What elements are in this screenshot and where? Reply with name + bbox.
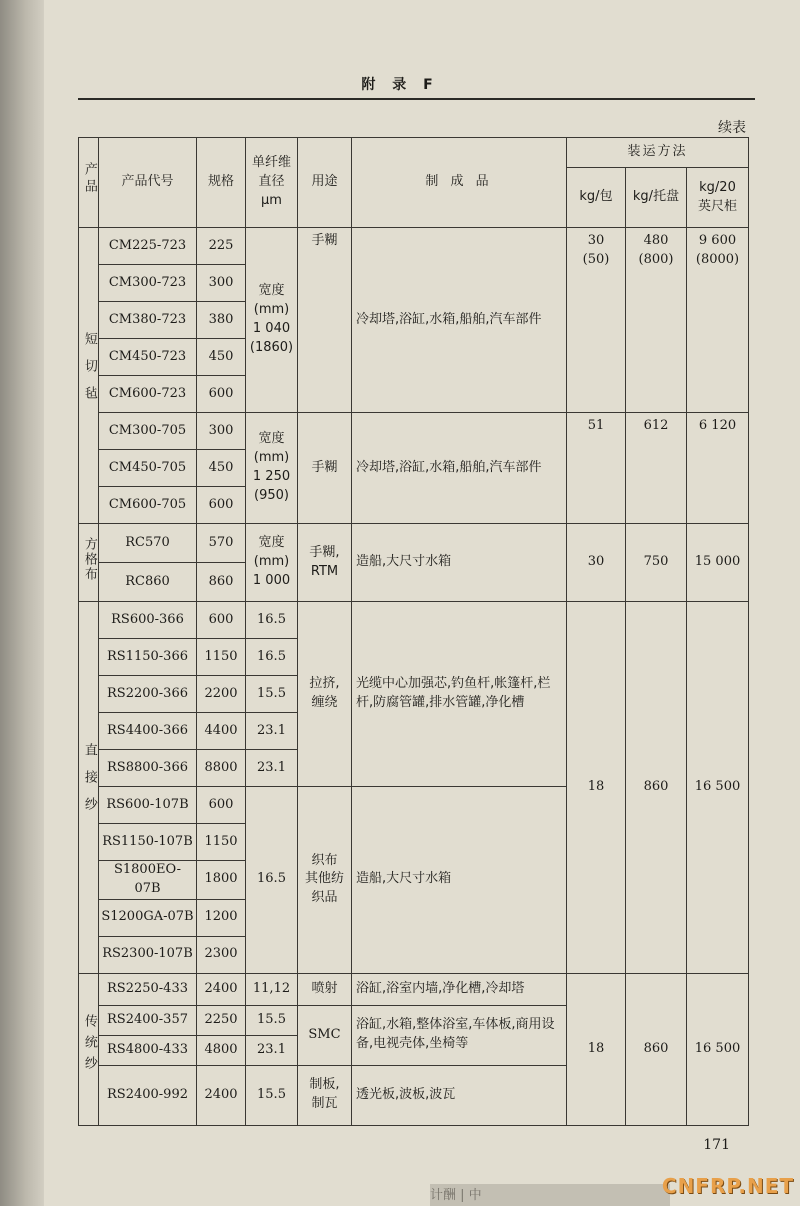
direct-code: RS4400-366: [99, 713, 197, 750]
product-mat-text: 短切毡: [81, 331, 97, 413]
trad-spec: 4800: [197, 1035, 246, 1065]
mat-g2-goods: 冷却塔,浴缸,水箱,船舶,汽车部件: [352, 413, 567, 524]
product-fabric-text: 方格布: [81, 536, 97, 582]
header-per-container: kg/20 英尺柜: [687, 168, 749, 228]
direct-container: 16 500: [687, 602, 749, 974]
mat-g1-container: 9 600 (8000): [687, 228, 749, 413]
product-traditional-text: 传统纱: [81, 1014, 97, 1078]
trad-code: RS2250-433: [99, 973, 197, 1005]
direct-spec: 1800: [197, 861, 246, 900]
direct-code: RS2300-107B: [99, 936, 197, 973]
direct-spec: 1150: [197, 639, 246, 676]
trad-spec: 2250: [197, 1005, 246, 1035]
direct-bag: 18: [567, 602, 626, 974]
trad-spec: 2400: [197, 1065, 246, 1125]
header-product: [79, 138, 99, 228]
direct-fiber: 16.5: [246, 602, 298, 639]
mat-code: CM450-705: [99, 450, 197, 487]
mat-g2-use: 手糊: [298, 413, 352, 524]
product-fabric: [79, 524, 99, 602]
trad-code: RS2400-357: [99, 1005, 197, 1035]
fabric-code: RC570: [99, 524, 197, 563]
page-header-title: 附 录 F: [361, 77, 439, 93]
mat-g2-fiber: 宽度 (mm) 1 250 (950): [246, 413, 298, 524]
mat-code: CM300-723: [99, 265, 197, 302]
trad-fiber: 15.5: [246, 1005, 298, 1035]
fabric-use: 手糊, RTM: [298, 524, 352, 602]
direct-spec: 4400: [197, 713, 246, 750]
fabric-spec: 860: [197, 563, 246, 602]
direct-spec: 1200: [197, 899, 246, 936]
continued-label: 续表: [718, 120, 746, 136]
direct-code: RS8800-366: [99, 750, 197, 787]
fabric-goods: 造船,大尺寸水箱: [352, 524, 567, 602]
trad-goods: 透光板,波板,波瓦: [352, 1065, 567, 1125]
direct-g1-use: 拉挤, 缠绕: [298, 602, 352, 787]
trad-code: RS2400-992: [99, 1065, 197, 1125]
direct-g2-use: 织布 其他纺 织品: [298, 787, 352, 974]
mat-spec: 600: [197, 487, 246, 524]
header-per-pallet: kg/托盘: [626, 168, 687, 228]
mat-spec: 300: [197, 413, 246, 450]
direct-fiber: 23.1: [246, 713, 298, 750]
header-use: 用途: [298, 138, 352, 228]
trad-fiber: 23.1: [246, 1035, 298, 1065]
direct-spec: 2200: [197, 676, 246, 713]
mat-code: CM225-723: [99, 228, 197, 265]
direct-g2-goods: 造船,大尺寸水箱: [352, 787, 567, 974]
trad-use: 制板, 制瓦: [298, 1065, 352, 1125]
product-mat: [79, 228, 99, 524]
direct-code: RS1150-107B: [99, 824, 197, 861]
header-per-bag: kg/包: [567, 168, 626, 228]
direct-fiber: 16.5: [246, 639, 298, 676]
mat-spec: 450: [197, 450, 246, 487]
fabric-bag: 30: [567, 524, 626, 602]
trad-smc-goods: 浴缸,水箱,整体浴室,车体板,商用设备,电视壳体,坐椅等: [352, 1005, 567, 1065]
direct-spec: 2300: [197, 936, 246, 973]
mat-code: CM300-705: [99, 413, 197, 450]
direct-spec: 600: [197, 787, 246, 824]
trad-code: RS4800-433: [99, 1035, 197, 1065]
trad-fiber: 15.5: [246, 1065, 298, 1125]
trad-use: 喷射: [298, 973, 352, 1005]
mat-g1-bag: 30 (50): [567, 228, 626, 413]
mat-g1-fiber: 宽度 (mm) 1 040 (1860): [246, 228, 298, 413]
direct-g1-goods: 光缆中心加强芯,钓鱼杆,帐篷杆,栏杆,防腐管罐,排水管罐,净化槽: [352, 602, 567, 787]
mat-code: CM450-723: [99, 339, 197, 376]
fabric-code: RC860: [99, 563, 197, 602]
direct-fiber: 23.1: [246, 750, 298, 787]
product-traditional: [79, 973, 99, 1125]
mat-code: CM380-723: [99, 302, 197, 339]
direct-spec: 600: [197, 602, 246, 639]
direct-code: RS2200-366: [99, 676, 197, 713]
header-product-text: 产品: [81, 162, 97, 197]
mat-spec: 380: [197, 302, 246, 339]
mat-spec: 300: [197, 265, 246, 302]
product-table: [78, 137, 749, 1126]
direct-spec: 1150: [197, 824, 246, 861]
product-direct: [79, 602, 99, 974]
mat-code: CM600-723: [99, 376, 197, 413]
direct-code: RS600-107B: [99, 787, 197, 824]
trad-fiber: 11,12: [246, 973, 298, 1005]
fabric-container: 15 000: [687, 524, 749, 602]
adjacent-page-fragment: 计酬 | 中: [430, 1184, 670, 1206]
page-number: 171: [703, 1137, 730, 1153]
header-goods: 制 成 品: [352, 138, 567, 228]
direct-code: S1800EO-07B: [99, 861, 197, 900]
mat-spec: 600: [197, 376, 246, 413]
fabric-spec: 570: [197, 524, 246, 563]
trad-pallet: 860: [626, 973, 687, 1125]
header-spec: 规格: [197, 138, 246, 228]
mat-code: CM600-705: [99, 487, 197, 524]
direct-spec: 8800: [197, 750, 246, 787]
mat-spec: 225: [197, 228, 246, 265]
fabric-fiber: 宽度 (mm) 1 000: [246, 524, 298, 602]
book-spine-shadow: [0, 0, 44, 1206]
mat-g2-bag: 51: [567, 413, 626, 524]
trad-smc-use: SMC: [298, 1005, 352, 1065]
header-rule: [78, 98, 755, 100]
direct-code: S1200GA-07B: [99, 899, 197, 936]
mat-g1-use: 手糊: [298, 228, 352, 413]
direct-g2-fiber: 16.5: [246, 787, 298, 974]
mat-g2-container: 6 120: [687, 413, 749, 524]
trad-container: 16 500: [687, 973, 749, 1125]
mat-spec: 450: [197, 339, 246, 376]
trad-bag: 18: [567, 973, 626, 1125]
direct-fiber: 15.5: [246, 676, 298, 713]
direct-code: RS1150-366: [99, 639, 197, 676]
mat-g1-goods: 冷却塔,浴缸,水箱,船舶,汽车部件: [352, 228, 567, 413]
header-packing: 装运方法: [567, 138, 749, 168]
trad-spec: 2400: [197, 973, 246, 1005]
mat-g2-pallet: 612: [626, 413, 687, 524]
header-fiber-diameter: 单纤维 直径 μm: [246, 138, 298, 228]
product-direct-text: 直接纱: [81, 743, 97, 825]
watermark-logo: CNFRP.NET: [661, 1174, 794, 1198]
fabric-pallet: 750: [626, 524, 687, 602]
direct-code: RS600-366: [99, 602, 197, 639]
trad-goods: 浴缸,浴室内墙,净化槽,冷却塔: [352, 973, 567, 1005]
direct-pallet: 860: [626, 602, 687, 974]
header-code: 产品代号: [99, 138, 197, 228]
mat-g1-pallet: 480 (800): [626, 228, 687, 413]
